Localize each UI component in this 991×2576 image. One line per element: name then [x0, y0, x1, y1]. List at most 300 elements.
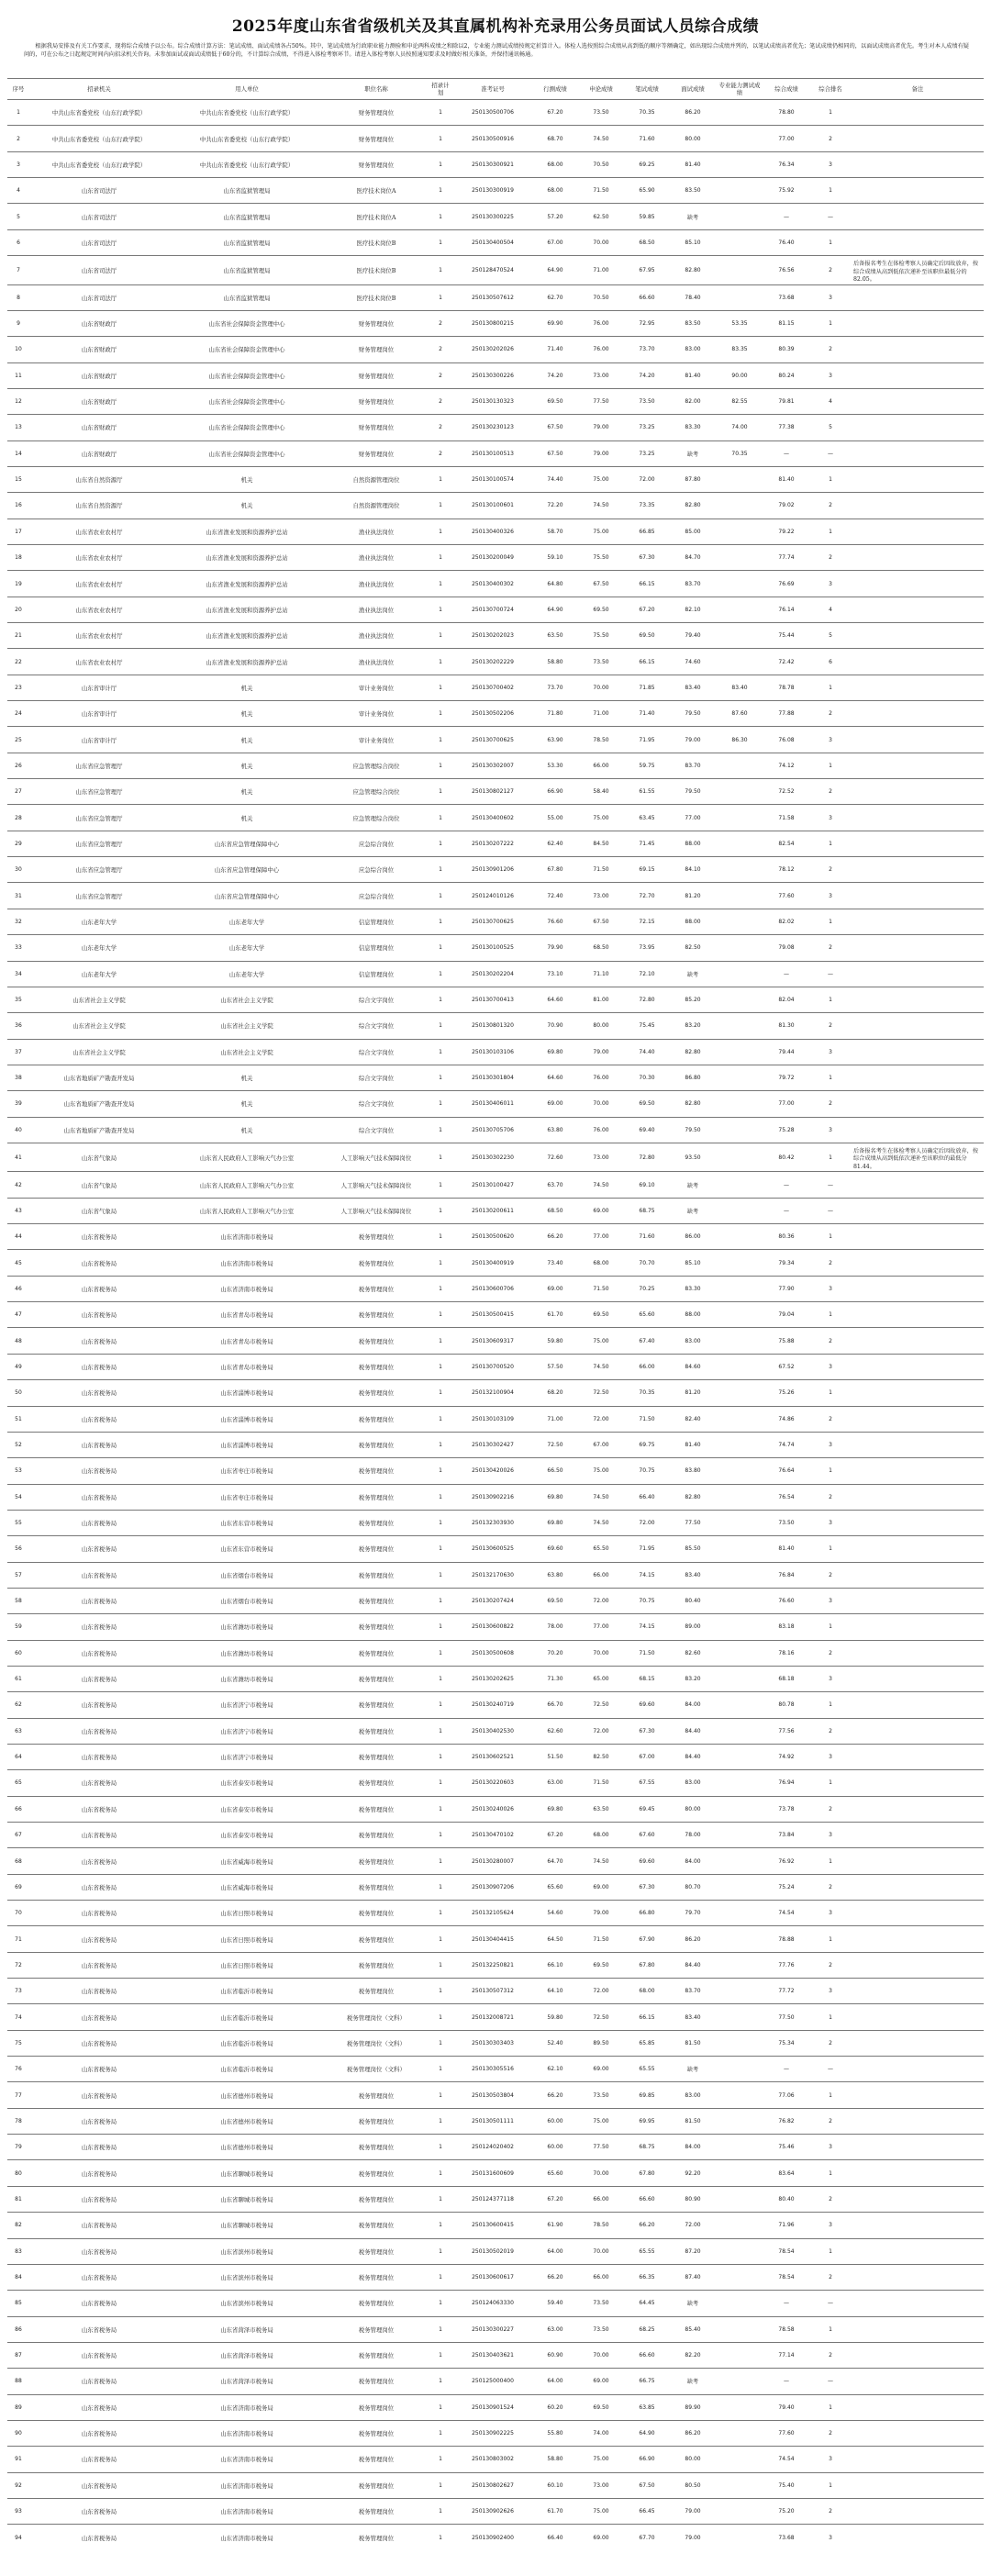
table-cell: 250132105624: [453, 1901, 532, 1926]
table-cell: 73.10: [532, 961, 578, 987]
table-cell: 71.00: [578, 701, 624, 727]
table-cell: 250130400504: [453, 229, 532, 255]
table-cell: 75.00: [578, 2447, 624, 2472]
table-cell: 63.85: [624, 2394, 670, 2420]
table-cell: 78.12: [763, 857, 809, 883]
table-cell: 89.90: [670, 2394, 716, 2420]
table-cell: 山东省税务局: [29, 1770, 169, 1796]
table-cell: 79.04: [763, 1302, 809, 1328]
table-cell: 2: [809, 1640, 852, 1666]
table-cell: 67.55: [624, 1770, 670, 1796]
table-cell: 83.20: [670, 1013, 716, 1039]
table-cell: —: [763, 1198, 809, 1223]
table-cell: 71.50: [578, 1276, 624, 1301]
table-cell: 山东省税务局: [29, 1328, 169, 1354]
table-cell: 1: [428, 2213, 453, 2238]
table-cell: 3: [809, 727, 852, 753]
col-header: 序号: [7, 79, 29, 100]
table-cell: 74.92: [763, 1744, 809, 1769]
table-cell: 89: [7, 2394, 29, 2420]
table-cell: 85.50: [670, 1536, 716, 1562]
table-cell: 86.20: [670, 1926, 716, 1952]
table-cell: 2: [809, 2498, 852, 2524]
table-cell: 63.80: [532, 1117, 578, 1143]
table-cell: 山东省税务局: [29, 2447, 169, 2472]
table-cell: 山东省渔业发展和资源养护总站: [169, 545, 325, 571]
table-cell: 3: [809, 1901, 852, 1926]
table-cell: 250130240026: [453, 1796, 532, 1822]
table-cell: 88.00: [670, 831, 716, 856]
table-cell: 28: [7, 805, 29, 831]
table-cell: 69.95: [624, 2108, 670, 2134]
table-cell: 77.06: [763, 2082, 809, 2108]
table-cell: 山东省税务局: [29, 2030, 169, 2056]
table-cell: 250130402530: [453, 1718, 532, 1744]
table-cell: [716, 2420, 763, 2446]
table-cell: 73.50: [578, 2291, 624, 2316]
table-cell: 83.50: [670, 310, 716, 336]
table-cell: 1: [809, 229, 852, 255]
table-cell: [716, 2394, 763, 2420]
table-cell: 3: [809, 1666, 852, 1691]
table-cell: 75.00: [578, 2108, 624, 2134]
table-cell: 58.70: [532, 519, 578, 544]
table-cell: 税务管理岗位: [325, 2420, 428, 2446]
table-cell: 78.40: [670, 284, 716, 310]
table-cell: 84.50: [578, 831, 624, 856]
table-cell: 1: [428, 571, 453, 597]
table-cell: 75.00: [578, 1328, 624, 1354]
table-cell: 79.90: [532, 935, 578, 961]
table-row: [7, 2342, 984, 2368]
table-cell: 山东省税务局: [29, 2108, 169, 2134]
table-cell: 64.45: [624, 2291, 670, 2316]
table-cell: 1: [428, 597, 453, 622]
table-cell: 73.00: [578, 362, 624, 388]
table-cell: 250130207424: [453, 1588, 532, 1613]
table-cell: [716, 100, 763, 126]
table-cell: 1: [809, 1143, 852, 1172]
table-cell: 1: [428, 519, 453, 544]
table-cell: 250130202026: [453, 337, 532, 362]
table-cell: 13: [7, 415, 29, 440]
table-cell: 69.50: [578, 1952, 624, 1978]
table-cell: 59.75: [624, 753, 670, 778]
table-cell: 86.80: [670, 1065, 716, 1090]
table-cell: 86.00: [670, 1224, 716, 1250]
table-row: [7, 1276, 984, 1301]
table-cell: 77.50: [763, 2004, 809, 2030]
table-row: [7, 1770, 984, 1796]
table-cell: 67.80: [624, 2160, 670, 2186]
table-cell: 74.50: [578, 493, 624, 519]
table-row: [7, 178, 984, 204]
table-cell: 93: [7, 2498, 29, 2524]
table-cell: 1: [428, 1328, 453, 1354]
table-cell: 70.70: [624, 1250, 670, 1276]
table-cell: 医疗技术岗位A: [325, 204, 428, 229]
table-cell: 86.30: [716, 727, 763, 753]
table-cell: 73.50: [763, 1510, 809, 1535]
table-cell: 44: [7, 1224, 29, 1250]
remark-cell: [852, 1823, 984, 1848]
table-cell: 3: [809, 1823, 852, 1848]
table-cell: 80.40: [670, 1588, 716, 1613]
table-cell: 1: [428, 1926, 453, 1952]
table-cell: 85: [7, 2291, 29, 2316]
table-cell: 77.50: [670, 1510, 716, 1535]
table-cell: 山东老年大学: [29, 961, 169, 987]
table-cell: 1: [809, 100, 852, 126]
table-cell: 33: [7, 935, 29, 961]
table-cell: 250130609317: [453, 1328, 532, 1354]
table-cell: 66.50: [532, 1458, 578, 1484]
table-cell: 68.50: [532, 1198, 578, 1223]
table-cell: 山东省社会主义学院: [29, 1039, 169, 1065]
table-cell: 山东省气象局: [29, 1172, 169, 1198]
table-cell: —: [763, 2057, 809, 2082]
table-cell: 26: [7, 753, 29, 778]
remark-cell: [852, 1013, 984, 1039]
table-cell: 250130602521: [453, 1744, 532, 1769]
table-cell: 25: [7, 727, 29, 753]
table-cell: 财务管理岗位: [325, 151, 428, 177]
table-cell: 2: [809, 2264, 852, 2290]
table-cell: 73.50: [624, 388, 670, 414]
table-cell: [716, 1536, 763, 1562]
table-cell: 72.80: [624, 987, 670, 1012]
table-cell: 1: [428, 1432, 453, 1457]
table-cell: 渔业执法岗位: [325, 597, 428, 622]
table-cell: 山东省济南市税务局: [169, 1224, 325, 1250]
table-cell: 250130302230: [453, 1143, 532, 1172]
table-cell: 78.58: [763, 2316, 809, 2342]
remark-cell: [852, 1380, 984, 1406]
table-row: [7, 1117, 984, 1143]
table-cell: 83.40: [716, 675, 763, 700]
remark-cell: [852, 1536, 984, 1562]
remark-cell: [852, 2186, 984, 2212]
table-cell: [716, 831, 763, 856]
table-cell: 66.40: [532, 2525, 578, 2550]
table-cell: 63.70: [532, 1172, 578, 1198]
table-cell: 山东省应急管理厅: [29, 779, 169, 805]
table-row: [7, 1614, 984, 1640]
col-header: 面试成绩: [670, 79, 716, 100]
remark-cell: [852, 597, 984, 622]
table-cell: 税务管理岗位: [325, 1796, 428, 1822]
table-cell: 山东省社会保障资金管理中心: [169, 337, 325, 362]
table-cell: 山东省司法厅: [29, 284, 169, 310]
table-cell: 76.54: [763, 1484, 809, 1510]
table-cell: 250130303403: [453, 2030, 532, 2056]
table-cell: 1: [428, 1484, 453, 1510]
table-row: [7, 2498, 984, 2524]
table-cell: 80.78: [763, 1692, 809, 1718]
remark-cell: [852, 415, 984, 440]
table-cell: 山东省自然资源厅: [29, 466, 169, 492]
table-cell: 山东省农业农村厅: [29, 545, 169, 571]
table-cell: 79.50: [670, 779, 716, 805]
remark-cell: [852, 493, 984, 519]
remark-cell: 后备报名考生在体检考察人员确定后因故放弃，按综合成绩从高到低依次递补至该职位的最低分81.44。: [852, 1143, 984, 1172]
table-cell: 88.00: [670, 1302, 716, 1328]
table-cell: 4: [7, 178, 29, 204]
table-cell: 2: [809, 1250, 852, 1276]
table-cell: 250130202229: [453, 649, 532, 675]
table-cell: 税务管理岗位: [325, 2186, 428, 2212]
table-cell: 1: [428, 2264, 453, 2290]
table-cell: 山东省税务局: [29, 2525, 169, 2550]
table-cell: 2: [809, 2420, 852, 2446]
remark-cell: [852, 1354, 984, 1379]
table-cell: 66.00: [624, 1354, 670, 1379]
table-cell: 72.00: [624, 1510, 670, 1535]
table-cell: 87.60: [716, 701, 763, 727]
table-cell: 1: [428, 151, 453, 177]
table-cell: 2: [428, 337, 453, 362]
table-cell: [716, 623, 763, 649]
table-cell: 税务管理岗位: [325, 2291, 428, 2316]
table-row: [7, 1302, 984, 1328]
table-cell: 76.00: [578, 1065, 624, 1090]
table-cell: 76.60: [532, 909, 578, 934]
table-cell: 2: [809, 935, 852, 961]
table-cell: 75.92: [763, 178, 809, 204]
table-cell: 77.14: [763, 2342, 809, 2368]
table-cell: 税务管理岗位: [325, 1484, 428, 1510]
table-cell: 2: [809, 1796, 852, 1822]
table-cell: 59.85: [624, 204, 670, 229]
remark-cell: [852, 805, 984, 831]
table-cell: 山东省菏泽市税务局: [169, 2342, 325, 2368]
table-cell: 1: [428, 1666, 453, 1691]
table-cell: 税务管理岗位: [325, 1744, 428, 1769]
table-cell: 83.35: [716, 337, 763, 362]
table-cell: 应急管理综合岗位: [325, 779, 428, 805]
table-cell: [716, 883, 763, 909]
table-cell: 87.20: [670, 2238, 716, 2264]
table-cell: 82: [7, 2213, 29, 2238]
remark-cell: [852, 2057, 984, 2082]
table-cell: —: [763, 961, 809, 987]
table-cell: 山东省税务局: [29, 2420, 169, 2446]
table-body: [7, 100, 984, 2551]
table-cell: 山东省社会主义学院: [169, 987, 325, 1012]
table-cell: 64.90: [532, 256, 578, 285]
table-cell: 79.50: [670, 1117, 716, 1143]
table-cell: 70.00: [578, 1091, 624, 1117]
table-cell: 1: [428, 2004, 453, 2030]
table-cell: [716, 753, 763, 778]
table-cell: 70.50: [578, 284, 624, 310]
remark-cell: [852, 1952, 984, 1978]
table-cell: 250130103106: [453, 1039, 532, 1065]
table-cell: 税务管理岗位: [325, 2160, 428, 2186]
table-cell: 250130220603: [453, 1770, 532, 1796]
table-cell: 78.78: [763, 675, 809, 700]
table-cell: 250130700625: [453, 909, 532, 934]
table-cell: 70.75: [624, 1458, 670, 1484]
table-cell: 机关: [169, 1065, 325, 1090]
table-cell: 税务管理岗位: [325, 2082, 428, 2108]
table-cell: 1: [428, 2291, 453, 2316]
table-cell: 山东省监狱管理局: [169, 204, 325, 229]
table-cell: 53: [7, 1458, 29, 1484]
table-cell: [716, 2447, 763, 2472]
table-row: [7, 1250, 984, 1276]
table-cell: 64.90: [532, 597, 578, 622]
table-cell: 税务管理岗位: [325, 1276, 428, 1301]
table-cell: 250124377118: [453, 2186, 532, 2212]
remark-cell: [852, 1458, 984, 1484]
table-cell: 1: [809, 2394, 852, 2420]
table-cell: 71.30: [532, 1666, 578, 1691]
table-cell: 山东省威海市税务局: [169, 1874, 325, 1900]
table-row: [7, 2057, 984, 2082]
table-cell: 67.30: [624, 545, 670, 571]
table-cell: 78.88: [763, 1926, 809, 1952]
table-cell: 70.30: [624, 1065, 670, 1090]
table-cell: 67.00: [624, 1744, 670, 1769]
table-cell: 1: [428, 2369, 453, 2394]
table-cell: 山东省泰安市税务局: [169, 1796, 325, 1822]
table-cell: [716, 1013, 763, 1039]
table-cell: 40: [7, 1117, 29, 1143]
table-cell: [716, 909, 763, 934]
table-cell: 250130902400: [453, 2525, 532, 2550]
table-cell: 73.84: [763, 1823, 809, 1848]
table-cell: 250128470524: [453, 256, 532, 285]
table-cell: 1: [428, 1536, 453, 1562]
table-cell: 山东省烟台市税务局: [169, 1562, 325, 1588]
table-cell: [716, 649, 763, 675]
table-cell: 山东省税务局: [29, 1588, 169, 1613]
table-cell: 78.54: [763, 2238, 809, 2264]
table-cell: 山东省税务局: [29, 1484, 169, 1510]
table-cell: 27: [7, 779, 29, 805]
table-cell: 税务管理岗位: [325, 1848, 428, 1874]
table-cell: 70.50: [578, 151, 624, 177]
table-cell: 60.90: [532, 2342, 578, 2368]
table-cell: 3: [809, 805, 852, 831]
table-cell: 73.00: [578, 1143, 624, 1172]
table-cell: 72.00: [578, 1979, 624, 2004]
table-cell: 76.82: [763, 2108, 809, 2134]
table-cell: 山东省人民政府人工影响天气办公室: [169, 1143, 325, 1172]
table-cell: 67.50: [532, 415, 578, 440]
table-cell: 66.20: [624, 2213, 670, 2238]
table-cell: 2: [428, 362, 453, 388]
table-cell: 1: [428, 1614, 453, 1640]
table-cell: 53.30: [532, 753, 578, 778]
table-cell: 1: [428, 909, 453, 934]
table-cell: [716, 1901, 763, 1926]
remark-cell: [852, 1640, 984, 1666]
table-cell: 山东老年大学: [29, 935, 169, 961]
remark-cell: [852, 2447, 984, 2472]
table-cell: 250130600617: [453, 2264, 532, 2290]
table-row: [7, 571, 984, 597]
table-cell: 山东省潍坊市税务局: [169, 1640, 325, 1666]
table-cell: 中共山东省委党校（山东行政学院）: [29, 151, 169, 177]
table-cell: 250130705706: [453, 1117, 532, 1143]
table-cell: 82.80: [670, 493, 716, 519]
table-cell: 山东省税务局: [29, 1562, 169, 1588]
table-cell: 1: [809, 675, 852, 700]
table-cell: 70.00: [578, 2160, 624, 2186]
remark-cell: [852, 204, 984, 229]
table-row: [7, 649, 984, 675]
table-cell: 74: [7, 2004, 29, 2030]
table-cell: [716, 1770, 763, 1796]
table-cell: 山东省税务局: [29, 2394, 169, 2420]
table-cell: 缺考: [670, 204, 716, 229]
table-cell: 75.40: [763, 2472, 809, 2498]
table-row: [7, 1588, 984, 1613]
table-cell: 63.50: [578, 1796, 624, 1822]
table-cell: 71.50: [578, 1926, 624, 1952]
table-row: [7, 1406, 984, 1432]
remark-cell: [852, 2082, 984, 2108]
table-cell: 69.80: [532, 1796, 578, 1822]
table-cell: 72.50: [532, 1432, 578, 1457]
table-cell: 71.00: [578, 256, 624, 285]
table-cell: 87.80: [670, 466, 716, 492]
table-cell: 1: [428, 1510, 453, 1535]
table-cell: 机关: [169, 701, 325, 727]
table-cell: [716, 2030, 763, 2056]
table-cell: 82.60: [670, 1640, 716, 1666]
table-cell: [716, 857, 763, 883]
table-cell: 250132170630: [453, 1562, 532, 1588]
table-row: [7, 337, 984, 362]
table-cell: 69.50: [532, 1588, 578, 1613]
table-cell: 82.80: [670, 1091, 716, 1117]
remark-cell: [852, 909, 984, 934]
table-cell: 山东省济南市税务局: [169, 2447, 325, 2472]
table-cell: 77.38: [763, 415, 809, 440]
table-cell: 71.60: [624, 1224, 670, 1250]
table-cell: 应急综合岗位: [325, 883, 428, 909]
table-cell: [716, 1328, 763, 1354]
table-cell: 72.80: [624, 1143, 670, 1172]
table-cell: 自然资源管理岗位: [325, 466, 428, 492]
table-cell: 78.80: [763, 100, 809, 126]
table-cell: 80.70: [670, 1874, 716, 1900]
table-cell: —: [809, 2057, 852, 2082]
table-cell: 信息管理岗位: [325, 961, 428, 987]
table-cell: 综合文字岗位: [325, 1117, 428, 1143]
table-cell: 69.00: [578, 2525, 624, 2550]
table-cell: 38: [7, 1065, 29, 1090]
table-cell: [716, 1198, 763, 1223]
table-cell: 51.50: [532, 1744, 578, 1769]
table-cell: 250130802127: [453, 779, 532, 805]
table-cell: 61: [7, 1666, 29, 1691]
table-cell: 1: [809, 1302, 852, 1328]
table-cell: 山东省税务局: [29, 1718, 169, 1744]
table-cell: 1: [428, 1979, 453, 2004]
table-cell: 2: [809, 1013, 852, 1039]
table-cell: 250130100525: [453, 935, 532, 961]
table-cell: 山东省社会主义学院: [29, 1013, 169, 1039]
table-cell: 20: [7, 597, 29, 622]
table-cell: 58: [7, 1588, 29, 1613]
table-cell: 73.35: [624, 493, 670, 519]
table-row: [7, 1979, 984, 2004]
remark-cell: [852, 2160, 984, 2186]
